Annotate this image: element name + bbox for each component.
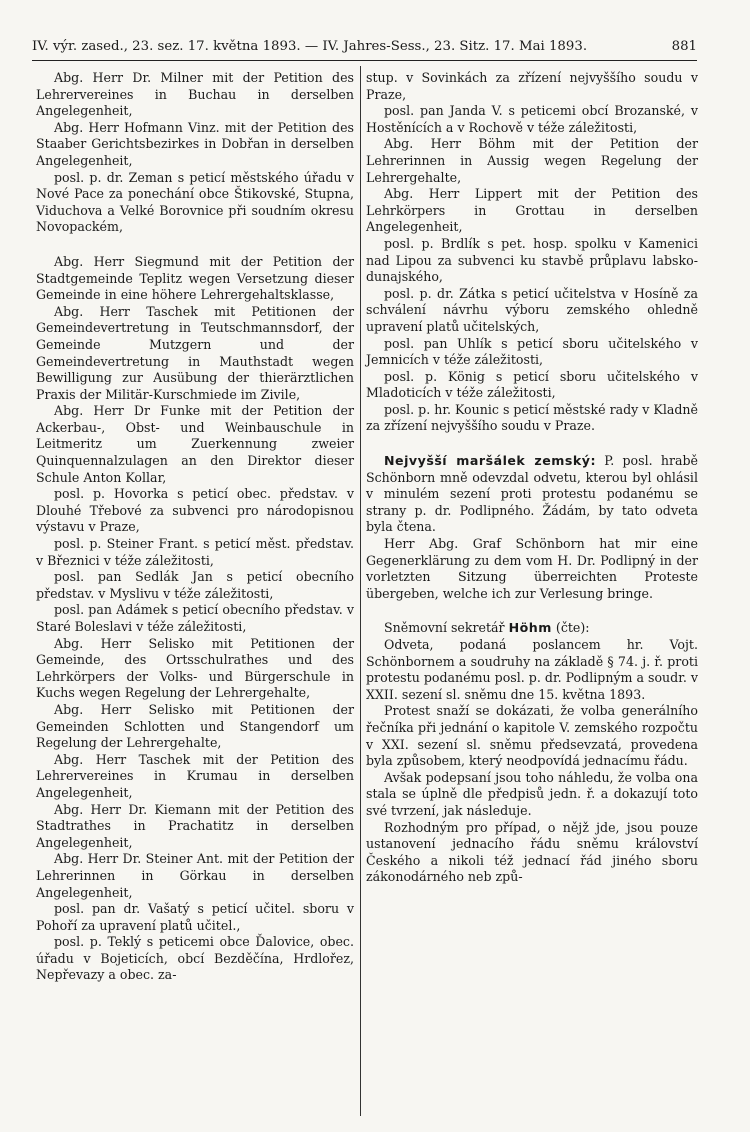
- paragraph: posl. p. dr. Zeman s peticí městského úřadu v Nové Pace za ponechání obce Štikovské, Stupna, Viduchova a Velké Borovnice při soudním okresu Novopackém,: [36, 169, 354, 235]
- paragraph: posl. p. König s peticí sboru učitelského v Mladoticích v téže záležitosti,: [366, 368, 698, 401]
- paragraph: Abg. Herr Selisko mit Petitionen der Gemeinden Schlotten und Stangendorf um Regelung der Lehrergehalte,: [36, 701, 354, 751]
- paragraph: Abg. Herr Taschek mit der Petition des Lehrervereines in Krumau in derselben Angelegenheit,: [36, 751, 354, 800]
- paragraph: Avšak podepsaní jsou toho náhledu, že volba ona stala se úplně dle předpisů jedn. ř. a dokazují toto své tvrzení, jak následuje.: [366, 769, 698, 818]
- paragraph: posl. p. dr. Zátka s peticí učitelstva v Hosíně za schválení návrhu výboru zemského ohledně upravení platů učitelských,: [366, 285, 698, 334]
- paragraph: stup. v Sovinkách za zřízení nejvyššího soudu v Praze,: [366, 70, 698, 102]
- paragraph: Abg. Herr Böhm mit der Petition der Lehrerinnen in Aussig wegen Regelung der Lehrergehalte,: [366, 136, 698, 185]
- column-divider: [360, 66, 361, 1116]
- right-column: [366, 70, 698, 886]
- secretary-suffix: (čte):: [555, 620, 590, 636]
- marshal-text: P. posl. hrabě Schönborn mně odevzdal odvetu, kterou byl ohlásil v minulém sezení proti protestu podanému se strany p. dr. Podlipného. Žádám, by tato odveta byla čtena.: [366, 453, 698, 535]
- paragraph: posl. pan Janda V. s peticemi obcí Brozanské, v Hostěnících a v Rochově v téže záležitosti,: [366, 103, 698, 135]
- paragraph: posl. p. Steiner Frant. s peticí měst. představ. v Březnici v téže záležitosti,: [36, 536, 354, 568]
- marshal-statement: [366, 453, 698, 536]
- paragraph: posl. pan Adámek s peticí obecního představ. v Staré Boleslavi v téže záležitosti,: [36, 602, 354, 634]
- paragraph: posl. p. Hovorka s peticí obec. představ. v Dlouhé Třebové za subvenci pro národopisnou výstavu v Praze,: [36, 486, 354, 535]
- paragraph: Abg. Herr Selisko mit Petitionen der Gemeinde, des Ortsschulrathes und des Lehrkörpers der Volks- und Bürgerschule in Kuchs wegen Regelung der Lehrergehalte,: [36, 635, 354, 701]
- paragraph: Protest snaží se dokázati, že volba generálního řečníka při jednání o kapitole V. zemského rozpočtu v XXI. sezení sl. sněmu předsevzatá, provedena byla způsobem, který neodpovídá jednacímu řádu.: [366, 703, 698, 769]
- paragraph: Abg. Herr Hofmann Vinz. mit der Petition des Staaber Gerichtsbezirkes in Dobřan in derselben Angelegenheit,: [36, 119, 354, 168]
- paragraph: posl. p. Brdlík s pet. hosp. spolku v Kamenici nad Lipou za subvenci ku stavbě průplavu labsko-dunajského,: [366, 235, 698, 285]
- paragraph: Rozhodným pro případ, o nějž jde, jsou pouze ustanovení jednacího řádu sněmu království Českého a nikoli též jednací řád jiného sboru zákonodárného neb způ-: [366, 819, 698, 885]
- paragraph: Abg. Herr Dr. Steiner Ant. mit der Petition der Lehrerinnen in Görkau in derselben Angelegenheit,: [36, 851, 354, 900]
- paragraph: posl. pan dr. Vašatý s peticí učitel. sboru v Pohoří za upravení platů učitel.,: [36, 901, 354, 933]
- header-rule: [32, 60, 697, 61]
- paragraph: Abg. Herr Dr Funke mit der Petition der Ackerbau-, Obst- und Weinbauschule in Leitmeritz um Zuerkennung zweier Quinquennalzulagen an den Direktor dieser Schule Anton Kollar,: [36, 403, 354, 485]
- paragraph: Abg. Herr Siegmund mit der Petition der Stadtgemeinde Teplitz wegen Versetzung dieser Gemeinde in eine höhere Lehrergehaltsklasse,: [36, 253, 354, 303]
- speaker-secretary: Höhm: [508, 620, 552, 636]
- secretary-prefix: Sněmovní sekretář: [384, 620, 505, 636]
- paragraph: posl. pan Uhlík s peticí sboru učitelského v Jemnicích v téže záležitosti,: [366, 335, 698, 368]
- paragraph: Abg. Herr Taschek mit Petitionen der Gemeindevertretung in Teutschmannsdorf, der Gemeinde Mutzgern und der Gemeindevertretung in Mauthstadt wegen Bewilligung zur Ausübung der thierärztlichen Praxis der Militär-Kurschmiede im Zivile,: [36, 303, 354, 402]
- paragraph: Abg. Herr Dr. Milner mit der Petition des Lehrervereines in Buchau in derselben Angelegenheit,: [36, 70, 354, 119]
- speaker-marshal: Nejvyšší maršálek zemský:: [384, 453, 597, 469]
- paragraph: posl. p. Teklý s peticemi obce Ďalovice, obec. úřadu v Bojeticích, obcí Bezděčína, Hrdlořez, Nepřevazy a obec. za-: [36, 934, 354, 983]
- page-header: [32, 38, 697, 56]
- paragraph: Abg. Herr Dr. Kiemann mit der Petition des Stadtrathes in Prachatitz in derselben Angelegenheit,: [36, 801, 354, 850]
- paragraph: Odveta, podaná poslancem hr. Vojt. Schönbornem a soudruhy na základě § 74. j. ř. proti protestu podanému posl. p. dr. Podlipným a soudr. v XXII. sezení sl. sněmu dne 15. května 1893.: [366, 637, 698, 702]
- secretary-statement: [366, 620, 698, 637]
- paragraph: Abg. Herr Lippert mit der Petition des Lehrkörpers in Grottau in derselben Angelegenheit,: [366, 186, 698, 235]
- paragraph: Herr Abg. Graf Schönborn hat mir eine Gegenerklärung zu dem vom H. Dr. Podlipný in der vorletzten Sitzung überreichten Proteste übergeben, welche ich zur Verlesung bringe.: [366, 536, 698, 601]
- paragraph: posl. p. hr. Kounic s peticí městské rady v Kladně za zřízení nejvyššího soudu v Praze.: [366, 401, 698, 434]
- left-column: [36, 70, 354, 984]
- paragraph: posl. pan Sedlák Jan s peticí obecního představ. v Myslivu v téže záležitosti,: [36, 569, 354, 601]
- page-number: 881: [671, 39, 697, 54]
- header-running-title: IV. výr. zased., 23. sez. 17. května 1893. — IV. Jahres-Sess., 23. Sitz. 17. Mai 1893.: [32, 39, 588, 54]
